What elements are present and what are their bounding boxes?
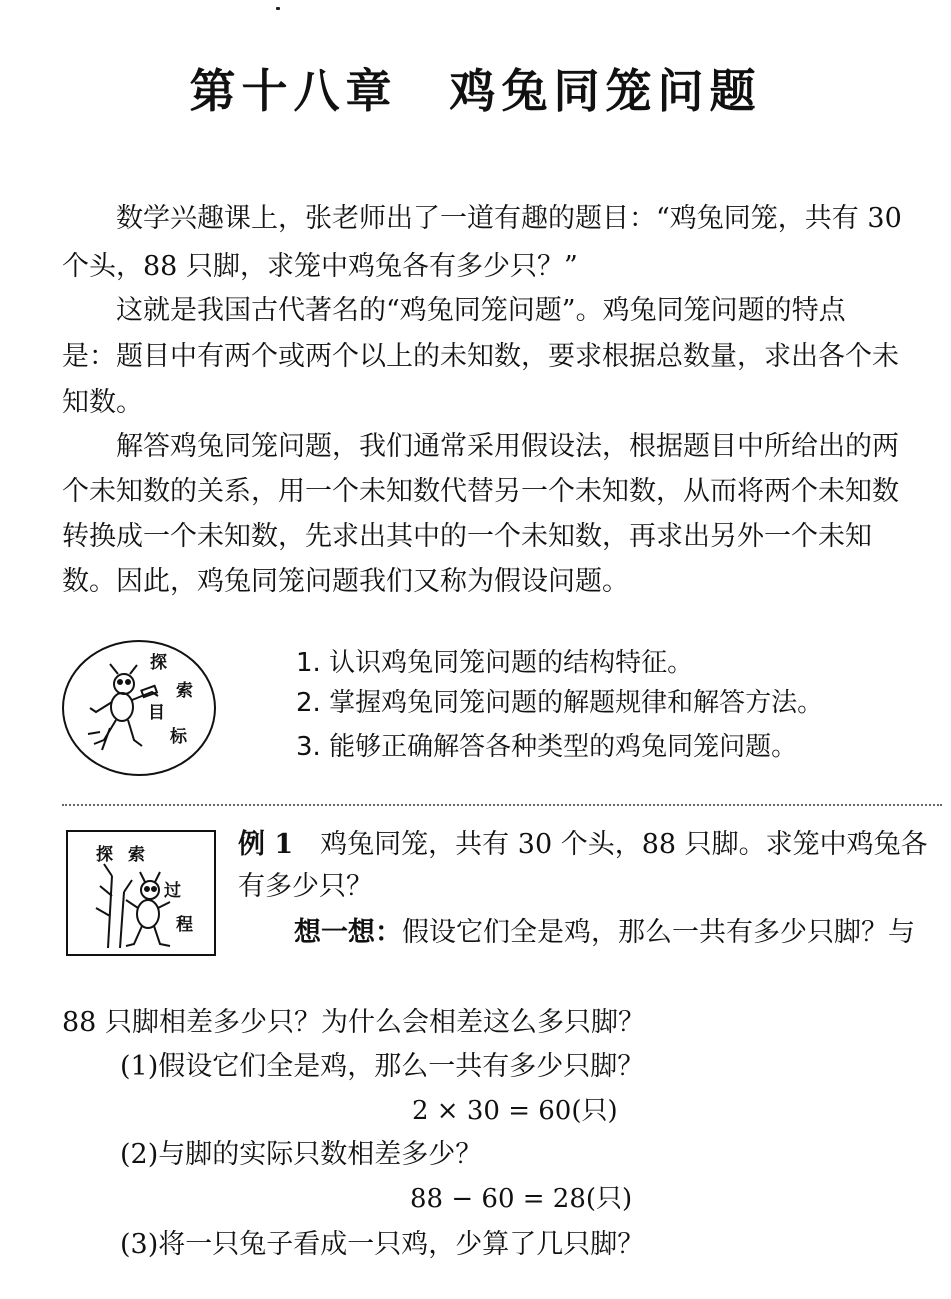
- step-formula: 2 × 30 = 60(只): [412, 1096, 618, 1126]
- intro-line: 个未知数的关系，用一个未知数代替另一个未知数，从而将两个未知数: [62, 476, 899, 507]
- step-formula: 88 − 60 = 28(只): [410, 1184, 633, 1214]
- example-line: [238, 830, 928, 860]
- step-question: (3)将一只兔子看成一只鸡，少算了几只脚？: [120, 1229, 645, 1260]
- intro-line: 知数。: [62, 387, 143, 418]
- badge-char: 程: [176, 915, 193, 935]
- intro-line: 个头，88 只脚，求笼中鸡兔各有多少只？”: [62, 251, 578, 282]
- scan-speck: [276, 7, 280, 10]
- badge-char: 标: [170, 727, 187, 747]
- process-badge: [66, 830, 216, 956]
- section-divider: [62, 804, 942, 806]
- ant-bamboo-illustration: [90, 856, 186, 950]
- think-line: [294, 918, 915, 948]
- badge-char: 索: [176, 681, 193, 701]
- example-line: 有多少只？: [238, 871, 373, 902]
- intro-line: 是：题目中有两个或两个以上的未知数，要求根据总数量，求出各个未: [62, 341, 899, 372]
- think-text: 假设它们全是鸡，那么一共有多少只脚？与: [402, 917, 915, 948]
- step-question: (2)与脚的实际只数相差多少？: [120, 1139, 483, 1170]
- objective-item: 3. 能够正确解答各种类型的鸡兔同笼问题。: [296, 732, 798, 762]
- intro-line: 解答鸡兔同笼问题，我们通常采用假设法，根据题目中所给出的两: [116, 431, 899, 462]
- example-label: 例 1: [238, 829, 294, 860]
- intro-line: 转换成一个未知数，先求出其中的一个未知数，再求出另外一个未知: [62, 521, 872, 552]
- objective-item: 2. 掌握鸡兔同笼问题的解题规律和解答方法。: [296, 688, 824, 718]
- step-question: (1)假设它们全是鸡，那么一共有多少只脚？: [120, 1051, 645, 1082]
- example-text: 鸡兔同笼，共有 30 个头，88 只脚。求笼中鸡兔各: [320, 829, 928, 860]
- badge-char: 过: [164, 881, 181, 901]
- intro-line: 这就是我国古代著名的“鸡兔同笼问题”。鸡兔同笼问题的特点: [116, 295, 846, 326]
- think-label: 想一想：: [294, 917, 402, 948]
- chapter-title: 第十八章 鸡兔同笼问题: [189, 64, 762, 118]
- badge-char: 目: [148, 703, 165, 723]
- badge-char: 探: [150, 653, 167, 673]
- think-line: 88 只脚相差多少只？为什么会相差这么多只脚？: [62, 1007, 645, 1038]
- objective-item: 1. 认识鸡兔同笼问题的结构特征。: [296, 648, 694, 678]
- objectives-badge: [62, 640, 216, 776]
- intro-line: 数学兴趣课上，张老师出了一道有趣的题目：“鸡兔同笼，共有 30: [116, 203, 902, 234]
- badge-char: 探: [96, 845, 113, 865]
- intro-line: 数。因此，鸡兔同笼问题我们又称为假设问题。: [62, 566, 629, 597]
- badge-char: 索: [128, 845, 145, 865]
